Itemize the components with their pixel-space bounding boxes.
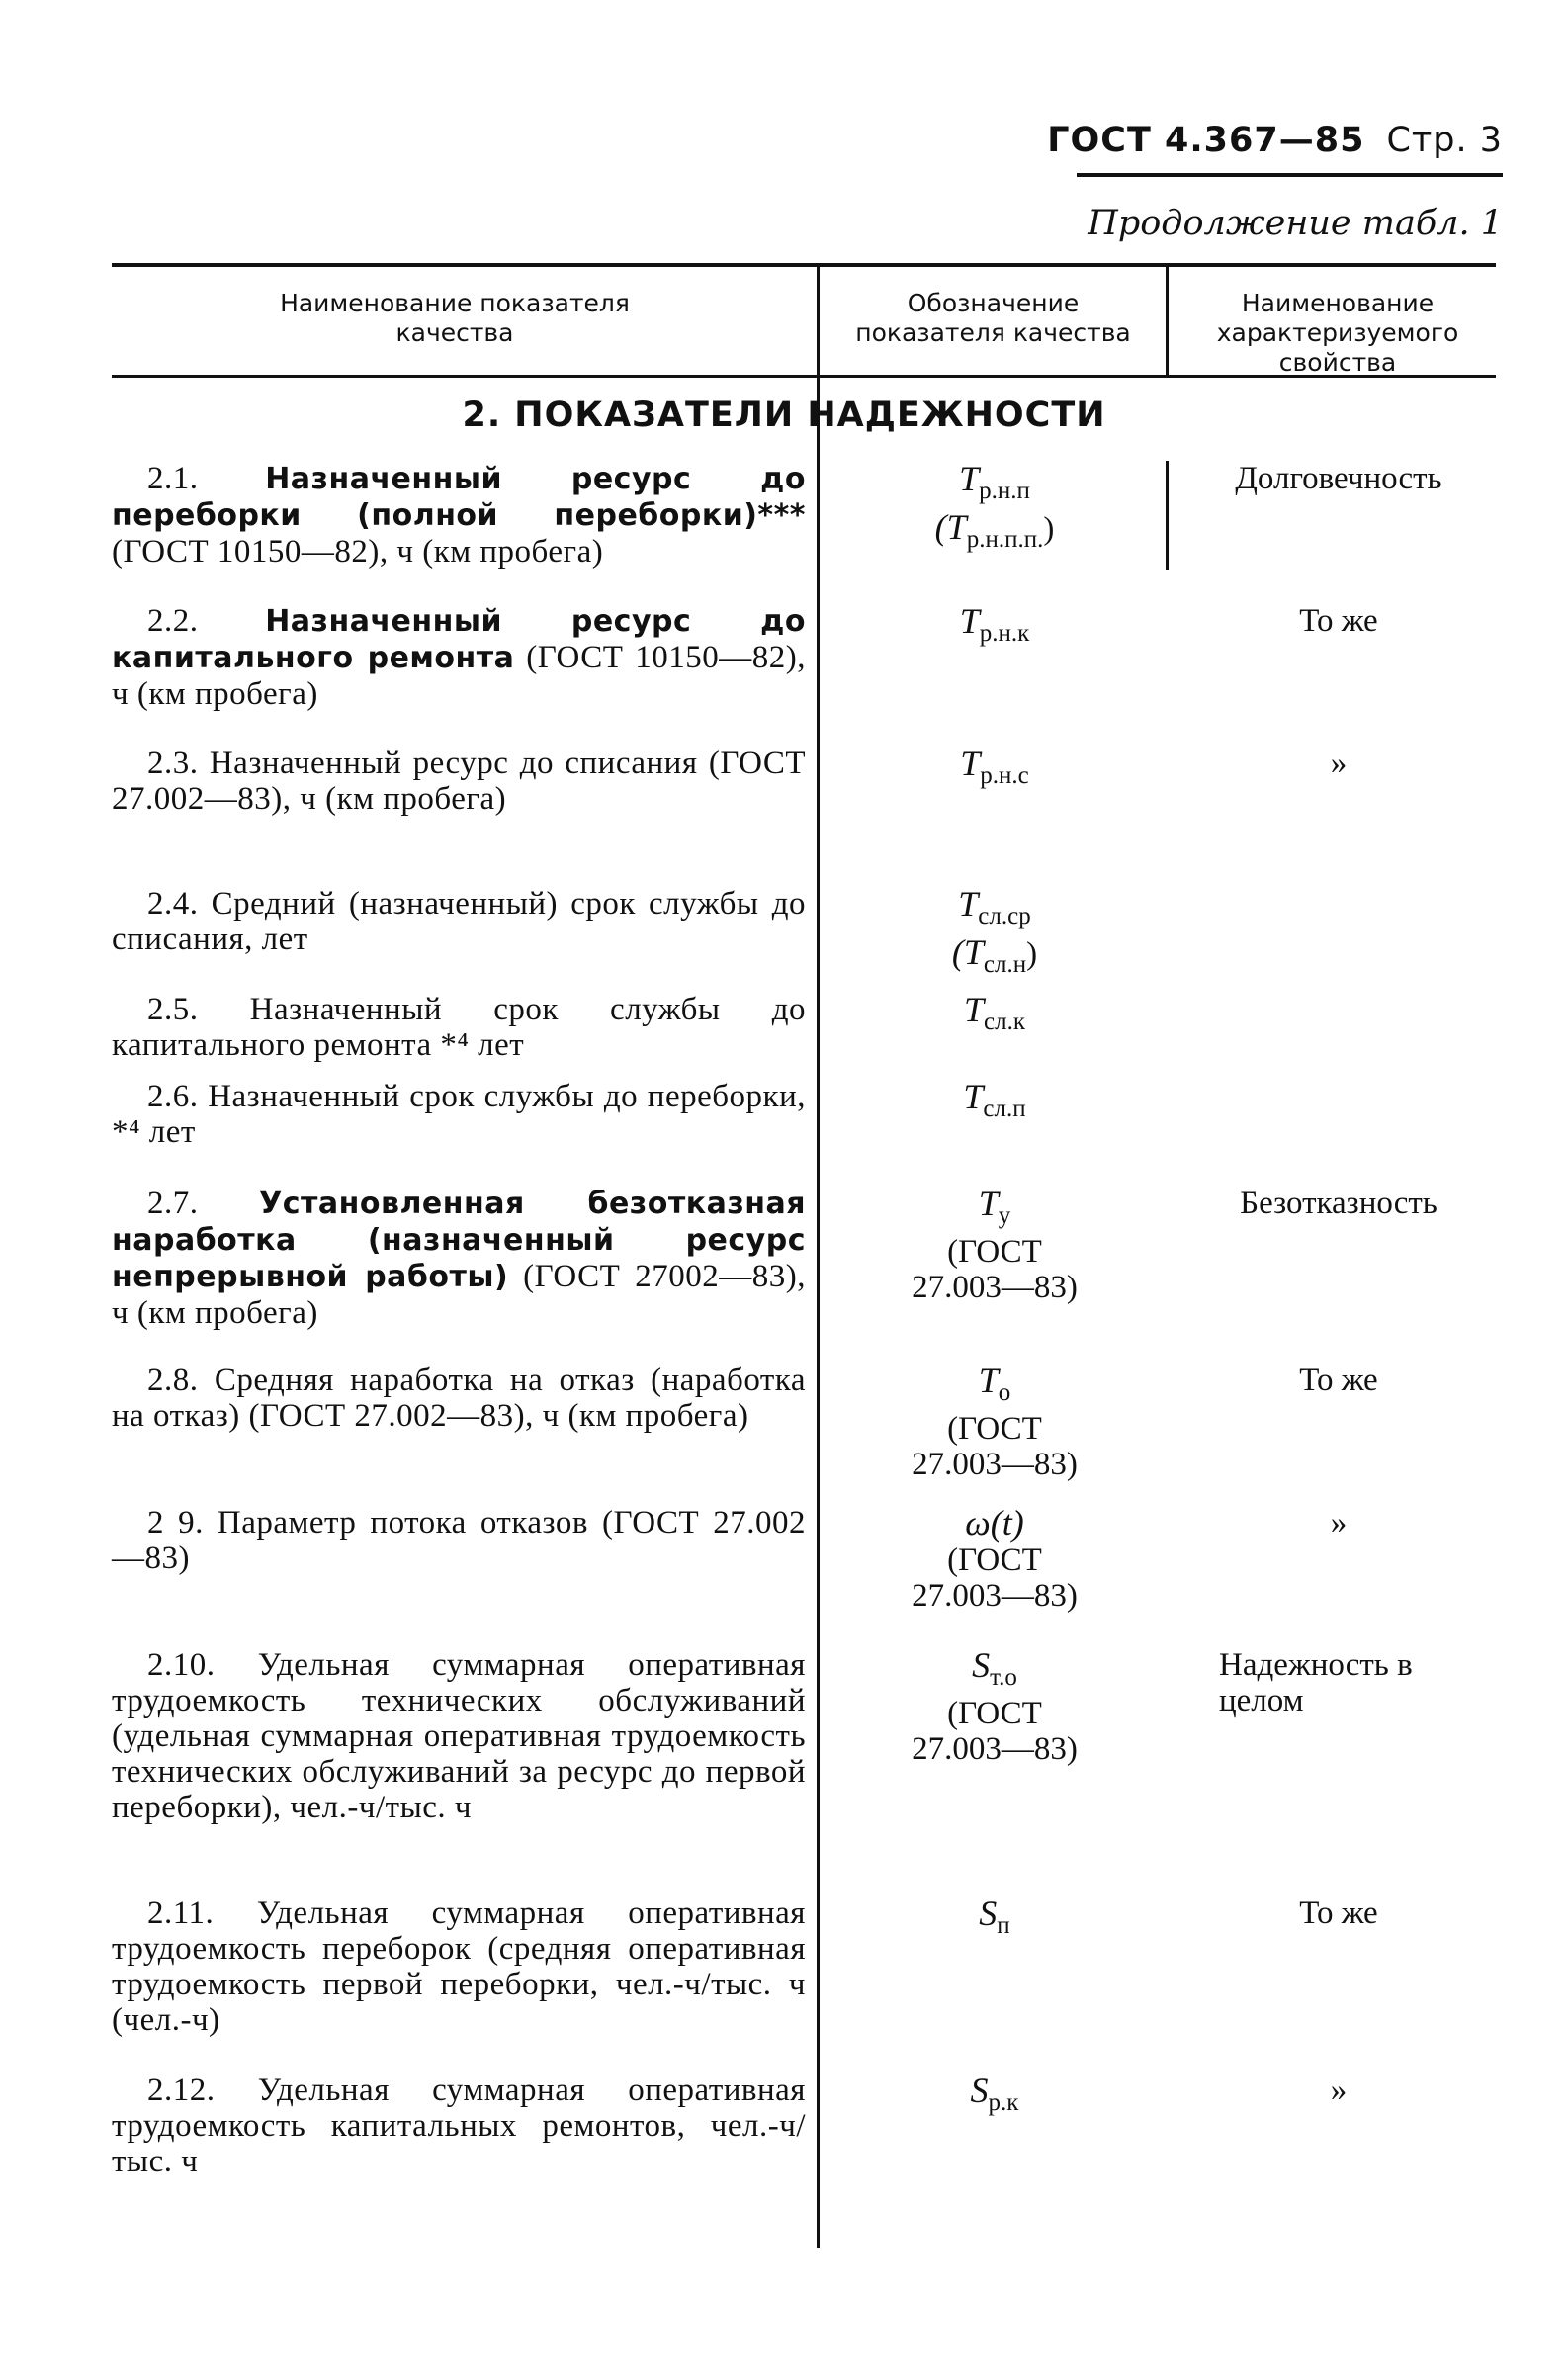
- column-divider-2-row: [1166, 461, 1169, 570]
- row-2-4-description: 2.4. Средний (назначенный) срок службы до списания, лет: [112, 886, 806, 957]
- row-2-12-symbol: $S_{р.к}$: [970, 2071, 1019, 2116]
- row-2-11-property: То же: [1299, 1895, 1378, 1931]
- row-2-12-description: 2.12. Удельная суммарная оперативная трудоемкость капитальных ремонтов, чел.-ч/тыс. ч: [112, 2072, 806, 2179]
- header-rule: [1077, 173, 1503, 177]
- row-2-8-description: 2.8. Средняя наработка на отказ (наработка на отказ) (ГОСТ 27.002—83), ч (км пробега): [112, 1363, 806, 1434]
- row-2-8-symbol: $T_о$ (ГОСТ 27.003—83): [912, 1361, 1078, 1482]
- row-2-8-property: То же: [1299, 1363, 1378, 1398]
- page-number: Стр. 3: [1386, 121, 1503, 160]
- row-number: 2.1.: [147, 461, 199, 496]
- column-divider-2-header: [1166, 267, 1169, 378]
- row-2-7-symbol: $T_у$ (ГОСТ 27.003—83): [912, 1184, 1078, 1305]
- row-text: (ГОСТ 10150—82), ч (км пробега): [112, 534, 604, 570]
- row-bold-text: Назначенный ресурс до переборки (полной переборки)***: [112, 462, 806, 533]
- page-header: [1047, 121, 1503, 160]
- row-2-3-symbol: $T_{р.н.с}$: [960, 744, 1029, 789]
- table-top-rule: [112, 263, 1496, 267]
- row-2-6-symbol: $T_{сл.п}$: [963, 1077, 1026, 1122]
- row-2-3-property: »: [1330, 746, 1348, 781]
- standard-number: ГОСТ 4.367—85: [1047, 121, 1365, 160]
- row-2-5-symbol: $T_{сл.к}$: [964, 990, 1025, 1035]
- row-2-10-description: 2.10. Удельная суммарная оперативная трудоемкость технических обслуживаний (удельная суммарная оперативная трудоемкость технических обслуживаний за ресурс до первой переборки), чел.-ч/тыс. ч: [112, 1647, 806, 1825]
- row-2-5-description: 2.5. Назначенный срок службы до капитального ремонта *⁴ лет: [112, 992, 806, 1063]
- row-2-10-property: Надежность в целом: [1219, 1647, 1413, 1719]
- table-continuation-label: Продолжение табл. 1: [1088, 204, 1503, 243]
- row-2-2-property: То же: [1299, 603, 1378, 639]
- section-title: 2. ПОКАЗАТЕЛИ НАДЕЖНОСТИ: [462, 396, 1106, 435]
- row-2-4-symbol: $T_{сл.ср}$ $(T_{сл.н})$: [951, 884, 1038, 978]
- row-2-10-symbol: $S_{т.о}$ (ГОСТ 27.003—83): [912, 1645, 1078, 1767]
- row-2-9-symbol: ω(t) (ГОСТ 27.003—83): [912, 1503, 1078, 1614]
- column-header-name: Наименование показателя качества: [280, 289, 630, 347]
- row-2-11-symbol: $S_п$: [979, 1894, 1010, 1939]
- row-2-9-property: »: [1330, 1505, 1348, 1541]
- row-2-2-symbol: $T_{р.н.к}$: [959, 601, 1030, 647]
- row-2-6-description: 2.6. Назначенный срок службы до переборки, *⁴ лет: [112, 1079, 806, 1150]
- column-divider-1: [817, 267, 820, 2248]
- row-2-7-description: 2.7. Установленная безотказная наработка (назначенный ресурс непрерывной работы) (ГОСТ 27002—83), ч (км пробега): [112, 1186, 807, 1331]
- row-2-11-description: 2.11. Удельная суммарная оперативная трудоемкость переборок (средняя оперативная трудоемкость первой переборки, чел.-ч/тыс. ч (чел.-ч): [112, 1895, 806, 2038]
- column-header-symbol: Обозначение показателя качества: [855, 289, 1131, 347]
- row-2-3-description: 2.3. Назначенный ресурс до списания (ГОСТ 27.002—83), ч (км пробега): [112, 746, 807, 817]
- column-header-property: Наименование характеризуемого свойства: [1216, 289, 1459, 377]
- row-2-12-property: »: [1330, 2072, 1348, 2108]
- row-2-9-description: 2 9. Параметр потока отказов (ГОСТ 27.002—83): [112, 1505, 806, 1576]
- row-2-1-description: [112, 461, 806, 570]
- row-2-1-property: Долговечность: [1235, 461, 1442, 496]
- row-2-1-symbol: $T_{р.н.п}$ $(T_{р.н.п.п.})$: [934, 459, 1055, 553]
- row-2-2-description: 2.2. Назначенный ресурс до капитального ремонта (ГОСТ 10150—82), ч (км пробега): [112, 603, 807, 712]
- row-2-7-property: Безотказность: [1240, 1186, 1437, 1221]
